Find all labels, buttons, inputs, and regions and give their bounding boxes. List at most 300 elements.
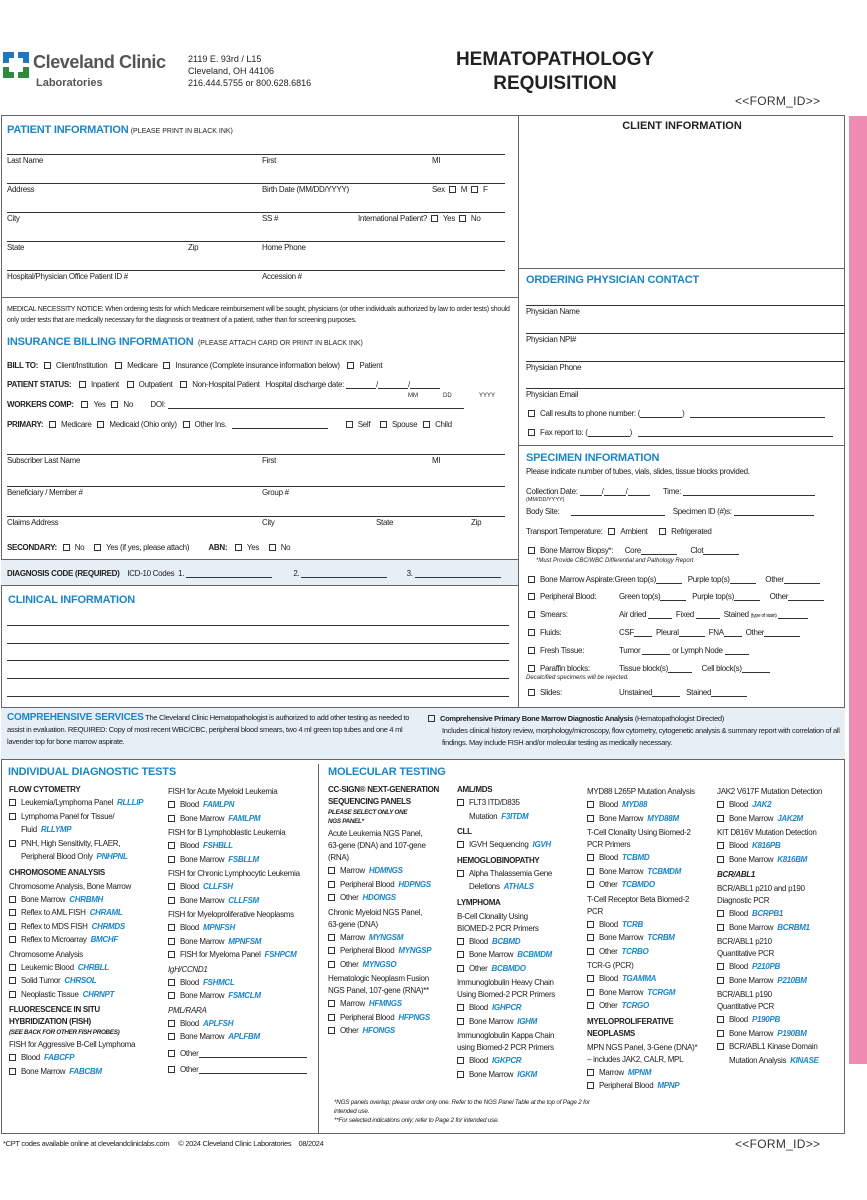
test-item-myngsm[interactable] [328, 931, 450, 945]
test-item-fabcbm[interactable] [9, 1065, 169, 1079]
test-item-myngsp[interactable] [328, 944, 450, 958]
other-input[interactable] [199, 1065, 307, 1074]
bma-other-input[interactable] [784, 575, 820, 584]
clinical-line-3[interactable] [7, 660, 509, 661]
test-item-hdpngs[interactable] [328, 878, 450, 892]
test-group-label-text: PCR [587, 906, 603, 916]
fluids-row [528, 628, 800, 637]
collection-mm-input[interactable] [580, 487, 602, 496]
sex-label: Sex [432, 185, 445, 194]
physician-phone-label: Physician Phone [526, 363, 582, 372]
fresh-tissue-checkbox[interactable] [528, 647, 535, 654]
test-item-myd88[interactable] [587, 798, 717, 812]
test-checkbox[interactable] [9, 840, 16, 847]
comprehensive-option-paren: (Hematopathologist Directed) [634, 714, 725, 723]
test-checkbox[interactable] [587, 881, 594, 888]
outpatient-checkbox[interactable] [127, 381, 134, 388]
test-item-myngso[interactable] [328, 958, 450, 972]
test-code: MPNFSH [202, 923, 235, 932]
test-item-igkm[interactable] [457, 1068, 582, 1082]
test-code: IGKM [517, 1069, 537, 1079]
icd-3-input[interactable] [415, 569, 501, 578]
pb-green-input[interactable] [660, 592, 686, 601]
fax-label: Fax report to: ( [540, 428, 588, 437]
test-checkbox[interactable] [457, 799, 464, 806]
test-item-jak2[interactable] [717, 798, 845, 812]
test-checkbox[interactable] [457, 841, 464, 848]
pb-other-input[interactable] [788, 592, 824, 601]
test-name: Bone Marrow [729, 854, 774, 864]
fax-checkbox[interactable] [528, 429, 535, 436]
test-checkbox[interactable] [168, 815, 175, 822]
section-heading-text: MYELOPROLIFERATIVE [587, 1016, 674, 1026]
intl-yes-checkbox[interactable] [431, 215, 438, 222]
fluids-other-input[interactable] [764, 628, 800, 637]
test-checkbox[interactable] [587, 1082, 594, 1089]
test-code: HDONGS [362, 893, 396, 902]
physician-phone-input[interactable] [526, 361, 845, 362]
test-checkbox[interactable] [9, 1054, 16, 1061]
test-item-ighm[interactable] [457, 1015, 582, 1029]
section-heading [457, 897, 582, 909]
bma-green-input[interactable] [656, 575, 682, 584]
test-item-famlpm[interactable] [168, 812, 318, 826]
test-item-cllfsh[interactable] [168, 880, 318, 894]
test-item-p210bm[interactable] [717, 974, 845, 988]
test-group-label-text: MPN NGS Panel, 3-Gene (DNA)* [587, 1042, 698, 1052]
test-item-fshbll[interactable] [168, 839, 318, 853]
test-checkbox[interactable] [9, 1068, 16, 1075]
claims-address-input[interactable] [7, 516, 505, 517]
secondary-no-checkbox[interactable] [63, 544, 70, 551]
test-item-fshmcl[interactable] [168, 976, 318, 990]
subscriber-mi-label: MI [432, 456, 441, 465]
subscriber-last-label: Subscriber Last Name [7, 456, 81, 465]
test-item-cllfsm[interactable] [168, 894, 318, 908]
test-name: Bone Marrow [469, 1016, 514, 1026]
bma-purple-label: Purple top(s) [687, 575, 730, 584]
discharge-yyyy-input[interactable] [410, 380, 440, 389]
test-checkbox[interactable] [717, 977, 724, 984]
comprehensive-option-text: Includes clinical history review, morphology/microscopy, flow cytometry, cytogenetic analysis & summary report with correlation of all findings. May include FISH and/or molecular testing as medically necessary. [442, 726, 840, 747]
test-checkbox[interactable] [717, 842, 724, 849]
collection-dd-input[interactable] [604, 487, 626, 496]
test-item-chrbll[interactable] [9, 961, 169, 975]
hospital-id-input[interactable] [7, 270, 505, 271]
physician-name-input[interactable] [526, 305, 845, 306]
test-code: APLFSH [202, 1018, 234, 1028]
discharge-mm-input[interactable] [346, 380, 376, 389]
secondary-no-label: No [74, 543, 85, 552]
test-name: PNH, High Sensitivity, FLAER, [21, 838, 121, 848]
pleural-input[interactable] [679, 628, 705, 637]
bill-medicare-checkbox[interactable] [115, 362, 122, 369]
test-checkbox[interactable] [457, 1018, 464, 1025]
test-checkbox[interactable] [328, 894, 335, 901]
test-checkbox[interactable] [717, 1030, 724, 1037]
workers-yes-checkbox[interactable] [81, 401, 88, 408]
last-name-input[interactable] [7, 154, 505, 155]
body-site-input[interactable] [571, 507, 665, 516]
physician-title: ORDERING PHYSICIAN CONTACT [526, 274, 700, 286]
call-number-input[interactable] [690, 409, 825, 418]
test-item-hfongs[interactable] [328, 1024, 450, 1038]
title-line-2: REQUISITION [493, 73, 617, 94]
address-label: Address [7, 185, 35, 194]
fax-number-input[interactable] [638, 428, 833, 437]
slides-checkbox[interactable] [528, 689, 535, 696]
fluids-label: Fluids: [540, 628, 562, 637]
test-checkbox[interactable] [9, 909, 16, 916]
test-checkbox[interactable] [587, 1002, 594, 1009]
test-item-k816bm[interactable] [717, 853, 845, 867]
test-checkbox[interactable] [717, 856, 724, 863]
test-checkbox[interactable] [168, 992, 175, 999]
child-checkbox[interactable] [423, 421, 430, 428]
test-item-p190pb[interactable] [717, 1013, 845, 1027]
test-checkbox[interactable] [168, 897, 175, 904]
test-item-myd88m[interactable] [587, 812, 717, 826]
tumor-input[interactable] [642, 646, 670, 655]
test-item-bcrbm1[interactable] [717, 921, 845, 935]
test-checkbox[interactable] [328, 934, 335, 941]
test-item-p210pb[interactable] [717, 960, 845, 974]
test-item-tcrgo[interactable] [587, 999, 717, 1013]
test-item-chrbmh[interactable] [9, 893, 169, 907]
sex-f-checkbox[interactable] [471, 186, 478, 193]
test-code: IGVH [532, 840, 551, 849]
test-checkbox[interactable] [587, 1069, 594, 1076]
insurance-title: INSURANCE BILLING INFORMATION [7, 336, 194, 348]
test-checkbox[interactable] [457, 870, 464, 877]
test-item-tcbmd[interactable] [587, 851, 717, 865]
test-item-igkpcr[interactable] [457, 1054, 582, 1068]
test-checkbox[interactable] [9, 991, 16, 998]
test-item-rlllip[interactable] [9, 796, 169, 810]
test-checkbox[interactable] [328, 1027, 335, 1034]
inpatient-checkbox[interactable] [79, 381, 86, 388]
test-checkbox[interactable] [328, 867, 335, 874]
test-item-hfpngs[interactable] [328, 1011, 450, 1025]
abn-no-checkbox[interactable] [269, 544, 276, 551]
discharge-dd-input[interactable] [378, 380, 408, 389]
test-checkbox[interactable] [9, 799, 16, 806]
test-item-mpnm[interactable] [587, 1066, 717, 1080]
test-group-label [717, 936, 845, 960]
test-checkbox[interactable] [587, 868, 594, 875]
test-name: Reflex to AML FISH [21, 908, 86, 917]
test-checkbox[interactable] [328, 947, 335, 954]
section-heading [587, 1016, 717, 1040]
test-checkbox[interactable] [587, 921, 594, 928]
test-group-label-text: BCR/ABL1 p190 [717, 990, 772, 999]
test-checkbox[interactable] [587, 815, 594, 822]
spouse-checkbox[interactable] [380, 421, 387, 428]
bmb-checkbox[interactable] [528, 547, 535, 554]
state-input[interactable] [7, 241, 505, 242]
clinical-line-5[interactable] [7, 696, 509, 697]
test-checkbox[interactable] [328, 881, 335, 888]
icd-2-label: 2. [293, 569, 300, 578]
test-checkbox[interactable] [9, 977, 16, 984]
test-checkbox[interactable] [9, 813, 16, 820]
call-area-input[interactable] [640, 409, 682, 418]
test-other [168, 1063, 318, 1077]
section-heading-text-2: NEOPLASMS [587, 1028, 635, 1038]
icd-1-input[interactable] [186, 569, 272, 578]
fluids-checkbox[interactable] [528, 629, 535, 636]
test-item-athals[interactable] [457, 867, 582, 894]
icd-2-input[interactable] [301, 569, 387, 578]
tissue-block-input[interactable] [668, 664, 692, 673]
bma-purple-input[interactable] [730, 575, 756, 584]
fax-area-input[interactable] [588, 428, 630, 437]
test-checkbox[interactable] [587, 975, 594, 982]
test-checkbox[interactable] [9, 896, 16, 903]
test-item-tcrbo[interactable] [587, 945, 717, 959]
unstained-input[interactable] [652, 688, 680, 697]
test-checkbox[interactable] [168, 951, 175, 958]
test-checkbox[interactable] [328, 1014, 335, 1021]
refrigerated-checkbox[interactable] [659, 528, 666, 535]
test-code: K816PB [751, 841, 781, 850]
test-checkbox[interactable] [168, 924, 175, 931]
test-item-hfmngs[interactable] [328, 997, 450, 1011]
footer-copyright: © 2024 Cleveland Clinic Laboratories [178, 1139, 292, 1148]
test-checkbox[interactable] [168, 938, 175, 945]
test-code: FSBLLM [228, 854, 259, 864]
test-name: Other [340, 959, 359, 969]
test-item-chrsol[interactable] [9, 974, 169, 988]
test-item-tcbmdo[interactable] [587, 878, 717, 892]
city-input[interactable] [7, 212, 505, 213]
test-item-tcrgm[interactable] [587, 986, 717, 1000]
test-item-hdongs[interactable] [328, 891, 450, 905]
other-checkbox[interactable] [168, 1066, 175, 1073]
primary-other-label: Other Ins. [194, 420, 227, 429]
pb-purple-input[interactable] [734, 592, 760, 601]
test-item-tcbmdm[interactable] [587, 865, 717, 879]
call-results-checkbox[interactable] [528, 410, 535, 417]
air-dried-input[interactable] [648, 610, 672, 619]
test-checkbox[interactable] [328, 961, 335, 968]
secondary-yes-checkbox[interactable] [94, 544, 101, 551]
address-input[interactable] [7, 183, 505, 184]
test-checkbox[interactable] [587, 948, 594, 955]
test-group-label [9, 949, 169, 961]
client-info-title: CLIENT INFORMATION [622, 120, 742, 132]
test-name: Blood [180, 841, 199, 850]
fixed-input[interactable] [696, 610, 720, 619]
physician-email-input[interactable] [526, 388, 845, 389]
test-name: Blood [469, 936, 488, 946]
test-item-bmchf[interactable] [9, 933, 169, 947]
test-checkbox[interactable] [168, 1033, 175, 1040]
test-checkbox[interactable] [587, 854, 594, 861]
test-checkbox[interactable] [717, 801, 724, 808]
test-item-kinase[interactable] [717, 1040, 845, 1067]
physician-npi-input[interactable] [526, 333, 845, 334]
test-item-chrnpt[interactable] [9, 988, 169, 1002]
primary-medicaid-checkbox[interactable] [97, 421, 104, 428]
test-checkbox[interactable] [457, 951, 464, 958]
clinical-line-2[interactable] [7, 643, 509, 644]
workers-no-checkbox[interactable] [111, 401, 118, 408]
other-input[interactable] [199, 1049, 307, 1058]
fna-input[interactable] [724, 628, 742, 637]
primary-other-checkbox[interactable] [183, 421, 190, 428]
test-item-fsbllm[interactable] [168, 853, 318, 867]
section-heading [717, 869, 845, 881]
test-item-chraml[interactable] [9, 906, 169, 920]
test-checkbox[interactable] [717, 1043, 724, 1050]
test-group-label-text: KIT D816V Mutation Detection [717, 828, 817, 837]
test-item-tcrb[interactable] [587, 918, 717, 932]
test-item-tgamma[interactable] [587, 972, 717, 986]
test-item-mpnfsm[interactable] [168, 935, 318, 949]
test-checkbox[interactable] [717, 910, 724, 917]
specimen-id-input[interactable] [734, 507, 814, 516]
test-item-rllymp[interactable] [9, 810, 169, 837]
test-item-famlpn[interactable] [168, 798, 318, 812]
nonhosp-checkbox[interactable] [180, 381, 187, 388]
test-item-bcrpb1[interactable] [717, 907, 845, 921]
test-item-aplfsh[interactable] [168, 1017, 318, 1031]
test-item-fsmclm[interactable] [168, 989, 318, 1003]
lymph-node-input[interactable] [725, 646, 749, 655]
test-checkbox[interactable] [717, 963, 724, 970]
test-checkbox[interactable] [168, 883, 175, 890]
test-item-k816pb[interactable] [717, 839, 845, 853]
test-checkbox[interactable] [587, 934, 594, 941]
test-item-aplfbm[interactable] [168, 1030, 318, 1044]
collection-yyyy-input[interactable] [628, 487, 650, 496]
test-checkbox[interactable] [457, 1004, 464, 1011]
core-input[interactable] [641, 546, 677, 555]
sex-m-checkbox[interactable] [449, 186, 456, 193]
test-checkbox[interactable] [587, 989, 594, 996]
comprehensive-option-title: Comprehensive Primary Bone Marrow Diagnostic Analysis [440, 714, 634, 723]
bill-patient-checkbox[interactable] [347, 362, 354, 369]
test-checkbox[interactable] [168, 801, 175, 808]
comprehensive-checkbox[interactable] [428, 715, 435, 722]
test-item-tcrbm[interactable] [587, 931, 717, 945]
test-code: FSHBLL [202, 841, 233, 850]
other-ins-input[interactable] [232, 420, 328, 429]
slides-stained-input[interactable] [711, 688, 747, 697]
intl-no-checkbox[interactable] [459, 215, 466, 222]
test-item-bcbmdo[interactable] [457, 962, 582, 976]
test-checkbox[interactable] [9, 964, 16, 971]
test-checkbox[interactable] [457, 1057, 464, 1064]
molecular-col-3 [587, 784, 717, 1093]
test-checkbox[interactable] [9, 923, 16, 930]
test-item-fabcfp[interactable] [9, 1051, 169, 1065]
test-checkbox[interactable] [717, 924, 724, 931]
test-group-label [168, 868, 318, 880]
smears-checkbox[interactable] [528, 611, 535, 618]
clinical-line-4[interactable] [7, 678, 509, 679]
stained-input[interactable] [778, 610, 808, 619]
cell-block-input[interactable] [742, 664, 770, 673]
test-code: FAMLPN [202, 800, 235, 809]
test-name: Other [599, 1001, 618, 1010]
test-item-p190bm[interactable] [717, 1027, 845, 1041]
cell-block-label: Cell block(s) [701, 664, 742, 673]
bma-checkbox[interactable] [528, 576, 535, 583]
collection-row: Collection Date: / / Time: [526, 487, 815, 496]
intl-label: International Patient? [358, 214, 428, 223]
test-item-fshpcm[interactable] [168, 948, 318, 962]
test-checkbox[interactable] [457, 1071, 464, 1078]
test-item-bcbmd[interactable] [457, 935, 582, 949]
beneficiary-input[interactable] [7, 486, 505, 487]
test-name: Peripheral Blood [340, 946, 395, 955]
clot-input[interactable] [703, 546, 739, 555]
test-item-jak2m[interactable] [717, 812, 845, 826]
test-item-pnhpnl[interactable] [9, 837, 169, 864]
test-item-chrmds[interactable] [9, 920, 169, 934]
paraffin-checkbox[interactable] [528, 665, 535, 672]
csf-input[interactable] [634, 628, 652, 637]
test-item-mpnp[interactable] [587, 1079, 717, 1093]
test-name: Bone Marrow [729, 922, 774, 932]
test-item-bcbmdm[interactable] [457, 948, 582, 962]
test-checkbox[interactable] [168, 1020, 175, 1027]
test-item-mpnfsh[interactable] [168, 921, 318, 935]
decal-note: Decalcified specimens will be rejected. [526, 675, 629, 681]
test-checkbox[interactable] [717, 815, 724, 822]
test-checkbox[interactable] [168, 979, 175, 986]
test-code: MYD88M [647, 813, 679, 823]
subscriber-input[interactable] [7, 454, 505, 455]
test-name: Blood [21, 1053, 40, 1062]
test-checkbox[interactable] [168, 842, 175, 849]
other-checkbox[interactable] [168, 1050, 175, 1057]
doi-input[interactable] [168, 400, 464, 409]
test-code: JAK2 [751, 800, 772, 809]
test-item-hdmngs[interactable] [328, 864, 450, 878]
test-checkbox[interactable] [168, 856, 175, 863]
test-name: Blood [180, 923, 199, 932]
test-item-ighpcr[interactable] [457, 1001, 582, 1015]
clinical-line-1[interactable] [7, 625, 509, 626]
test-code: BCBMDO [491, 963, 526, 973]
test-group-label-text: BCR/ABL1 p210 [717, 937, 772, 946]
ambient-checkbox[interactable] [608, 528, 615, 535]
test-checkbox[interactable] [328, 1000, 335, 1007]
paraffin-label: Paraffin blocks: [540, 664, 590, 673]
test-checkbox[interactable] [457, 965, 464, 972]
bill-client-checkbox[interactable] [44, 362, 51, 369]
doi-label: DOI: [150, 400, 166, 409]
test-checkbox[interactable] [587, 801, 594, 808]
test-code: P190BM [777, 1028, 807, 1038]
bill-insurance-checkbox[interactable] [163, 362, 170, 369]
test-item-f3itdm[interactable] [457, 796, 582, 823]
self-checkbox[interactable] [346, 421, 353, 428]
test-code: TGAMMA [621, 974, 657, 983]
pb-checkbox[interactable] [528, 593, 535, 600]
primary-medicare-checkbox[interactable] [49, 421, 56, 428]
test-checkbox[interactable] [457, 938, 464, 945]
test-checkbox[interactable] [717, 1016, 724, 1023]
abn-yes-checkbox[interactable] [235, 544, 242, 551]
test-item-igvh[interactable] [457, 838, 582, 852]
test-checkbox[interactable] [9, 936, 16, 943]
time-input[interactable] [683, 487, 815, 496]
test-name: FISH for Myeloma Panel [180, 950, 261, 959]
